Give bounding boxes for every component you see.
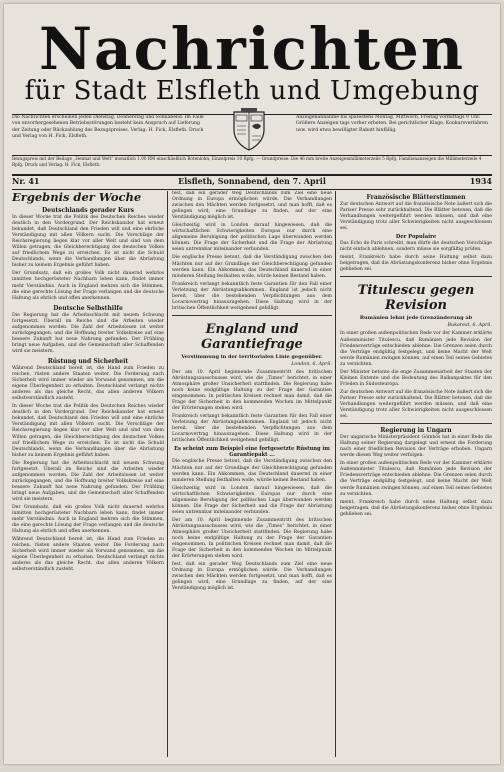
article-paragraph: Zur deutschen Antwort auf die französische Note äußert sich die Pariser Presse sehr zurückhaltend. Die Blätter betonen, daß die Verhandlungen weitergeführt werden müssen, und daß eine Verständigung trotz aller Schwierigkeiten nicht ausgeschlossen sei. (340, 202, 492, 232)
article-divider (172, 315, 332, 316)
article-heading: Titulescu gegen Revision (357, 283, 475, 314)
article-paragraph: Der am 10. April beginnende Zusammentritt des britischen Abrüstungsausschusses wird, wie die „Times“ berichtet, in einer Atmosphäre großer Unsicherheit stattfinden. Die Regierung habe noch keine endgültige Haltung zu der Frage der Garantien eingenommen. In politischen Kreisen rechnet man damit, daß die Frage der Sicherheit in den kommenden Wochen im Mittelpunkt der Erörterungen stehen wird. (172, 369, 332, 412)
article-heading: England und Garantiefrage (201, 321, 303, 352)
dateline (12, 176, 492, 188)
article-paragraph: Frankreich verlangt bekanntlich feste Garantien für den Fall einer Verletzung der Abrüstungsabkommen. England ist jedoch nicht bereit, über die bestehenden Verpflichtungen aus dem Locarnovertrag hinauszugehen. Diese Haltung wird in der britischen Öffentlichkeit weitgehend gebilligt. (172, 414, 332, 444)
article-subheading: Es scheint zum Beispiel eine fortgesetzte Rüstung im Garantiepakt ... (174, 446, 330, 459)
article-paragraph: Der Grundsatz, daß ein großes Volk nicht dauernd wehrlos inmitten hochgerüsteter Nachbarn leben kann, findet immer mehr Verständnis. Auch in England mehren sich die Stimmen, die eine gerechte Lösung der Frage verlangen und die deutsche Haltung als ehrlich und offen anerkennen. (12, 505, 164, 535)
article-paragraph: Frankreich verlangt bekanntlich feste Garantien für den Fall einer Verletzung der Abrüstungsabkommen. England ist jedoch nicht bereit, über die bestehenden Verpflichtungen aus dem Locarnovertrag hinauszugehen. Diese Haltung wird in der britischen Öffentlichkeit weitgehend gebilligt. (172, 281, 332, 311)
masthead (10, 10, 494, 114)
article-paragraph: meint, Frankreich habe durch seine Haltung selbst dazu beigetragen, daß die Abrüstungskonferenz bisher ohne Ergebnis geblieben sei. (340, 255, 492, 273)
article-paragraph: Der Grundsatz, daß ein großes Volk nicht dauernd wehrlos inmitten hochgerüsteter Nachbarn leben kann, findet immer mehr Verständnis. Auch in England mehren sich die Stimmen, die eine gerechte Lösung der Frage verlangen und die deutsche Haltung als ehrlich und offen anerkennen. (12, 271, 164, 301)
price-notice: Bezugspreis mit der Beilage „Heimat und Welt“ monatlich 1.00 RM einschließlich Botenlohn, Einzelpreis 10 Rpfg. — Grundpreise: Die 46 mm breite Anzeigenmillimeterzeile 5 Rpfg. Familienanzeigen die Millimeterzeile 4 Rpfg. Druck und Verlag: H. Fick, Elsfleth. (12, 156, 482, 167)
article-paragraph: Zur deutschen Antwort auf die französische Note äußert sich die Pariser Presse sehr zurückhaltend. Die Blätter betonen, daß die Verhandlungen weitergeführt werden müssen, und daß eine Verständigung trotz aller Schwierigkeiten nicht ausgeschlossen sei. (340, 389, 492, 420)
article-dateline: London, 6. April. (291, 361, 332, 367)
column-3 (340, 191, 492, 757)
column-2 (172, 191, 332, 757)
article-heading: Französische Blätterstimmen (366, 194, 466, 201)
article-paragraph: Der am 10. April beginnende Zusammentritt des britischen Abrüstungsausschusses wird, wie die „Times“ berichtet, in einer Atmosphäre großer Unsicherheit stattfinden. Die Regierung habe noch keine endgültige Haltung zu der Frage der Garantien eingenommen. In politischen Kreisen rechnet man damit, daß die Frage der Sicherheit in den kommenden Wochen im Mittelpunkt der Erörterungen stehen wird. (172, 517, 332, 560)
article-divider (340, 423, 492, 424)
article-paragraph: Die englische Presse betont, daß die Verständigung zwischen den Mächten nur auf der Grundlage der Gleichberechtigung gefunden werden kann. Ein Abkommen, das Deutschland dauernd in einer minderen Stellung festhalten wolle, würde keinen Bestand haben. (172, 459, 332, 483)
issue-number: Nr. 41 (12, 176, 40, 186)
article-subheading: Rumänien lehnt jede Grenzänderung ab (359, 315, 473, 322)
article-subheading: Verstimmung in der territorialen Linie gegenüber. (181, 353, 323, 360)
article-paragraph: In dieser Woche trat die Politik des Deutschen Reiches wieder deutlich in den Vordergrund. Der Reichskanzler hat erneut bekundet, daß Deutschland den Frieden will und eine ehrliche Verständigung mit allen Völkern sucht. Die Vorschläge der Reichsregierung liegen klar vor aller Welt und sind von dem Willen getragen, die Gleichberechtigung des deutschen Volkes auf friedlichem Wege zu erreichen. Es ist nicht die Schuld Deutschlands, wenn die Verhandlungen über die Abrüstung bisher zu keinem Ergebnis geführt haben. (12, 404, 164, 458)
article-paragraph: In dieser Woche trat die Politik des Deutschen Reiches wieder deutlich in den Vordergrund. Der Reichskanzler hat erneut bekundet, daß Deutschland den Frieden will und eine ehrliche Verständigung mit allen Völkern sucht. Die Vorschläge der Reichsregierung liegen klar vor aller Welt und sind von dem Willen getragen, die Gleichberechtigung des deutschen Volkes auf friedlichem Wege zu erreichen. Es ist nicht die Schuld Deutschlands, wenn die Verhandlungen über die Abrüstung bisher zu keinem Ergebnis geführt haben. (12, 215, 164, 269)
article-paragraph: meint, Frankreich habe durch seine Haltung selbst dazu beigetragen, daß die Abrüstungskonferenz bisher ohne Ergebnis geblieben sei. (340, 499, 492, 517)
article-dateline: Bukarest, 6. April. (447, 323, 492, 329)
masthead-title: Nachrichten (38, 15, 466, 83)
article-paragraph: Gleichzeitig wird in London darauf hingewiesen, daß die wirtschaftlichen Schwierigkeiten Europas nur durch eine allgemeine Beruhigung der politischen Lage überwunden werden können. Die Frage der Sicherheit und die Frage der Abrüstung seien untrennbar miteinander verbunden. (172, 485, 332, 515)
article-subheading: Rüstung und Sicherheit (47, 357, 129, 365)
article-paragraph: Der ungarische Ministerpräsident Gömbös hat in einer Rede die Haltung seiner Regierung dargelegt und erneut die Forderung nach einer friedlichen Revision der Verträge erhoben. Ungarn werde diesen Weg weiter verfolgen. (340, 435, 492, 459)
masthead-subtitle: für Stadt Elsfleth und Umgebung (24, 76, 480, 106)
article-paragraph: Gleichzeitig wird in London darauf hingewiesen, daß die wirtschaftlichen Schwierigkeiten Europas nur durch eine allgemeine Beruhigung der politischen Lage überwunden werden können. Die Frage der Sicherheit und die Frage der Abrüstung seien untrennbar miteinander verbunden. (172, 223, 332, 253)
article-paragraph: Während Deutschland bereit ist, die Hand zum Frieden zu reichen, rüsten andere Staaten weiter. Die Forderung nach Sicherheit wird immer wieder als Vorwand genommen, um die eigene Überlegenheit zu erhalten. Deutschland verlangt nichts anderes als das gleiche Recht, das allen anderen Völkern selbstverständlich zusteht. (12, 537, 164, 573)
article-heading: Ergebnis der Woche (12, 191, 142, 204)
newspaper-page (4, 4, 500, 764)
article-divider (340, 276, 492, 277)
article-subheading: Der Populaire (395, 234, 437, 241)
article-paragraph: fest, daß ein gerader Weg Deutschlands zum Ziel eine neue Ordnung in Europa ermöglichen würde. Die Verhandlungen zwischen den Mächten werden fortgesetzt, und man hofft, daß es gelingen wird, eine Grundlage zu finden, auf der eine Verständigung möglich ist. (172, 562, 332, 592)
article-paragraph: In einer großen außenpolitischen Rede vor der Kammer erklärte Außenminister Titulescu, daß Rumänien jede Revision der Friedensverträge entschieden ablehne. Die Grenzen seien durch die Verträge endgültig festgelegt, und keine Macht der Welt werde Rumänien zwingen können, auf einen Teil seines Gebietes zu verzichten. (340, 331, 492, 367)
column-1 (12, 191, 164, 757)
article-paragraph: Die Regierung hat die Arbeitsschlacht mit neuem Schwung fortgesetzt. Überall im Reiche sind die Arbeiten wieder aufgenommen worden. Die Zahl der Arbeitslosen ist weiter zurückgegangen, und die Hoffnung breiter Volkskreise auf eine bessere Zukunft hat neue Nahrung gefunden. Der Frühling bringt neue Aufgaben, und die Gemeinschaft aller Schaffenden wird sie meistern. (12, 312, 164, 354)
article-paragraph: Während Deutschland bereit ist, die Hand zum Frieden zu reichen, rüsten andere Staaten weiter. Die Forderung nach Sicherheit wird immer wieder als Vorwand genommen, um die eigene Überlegenheit zu erhalten. Deutschland verlangt nichts anderes als das gleiche Recht, das allen anderen Völkern selbstverständlich zusteht. (12, 365, 164, 402)
issue-year: 1934 (469, 176, 492, 186)
publication-info-right: Anzeigenannahme bis spätestens Montag, Mittwoch, Freitag vormittags 9 Uhr. Größere Anzeigen tags vorher erbeten. Bei gerichtlicher Klage, Konkursverfahren usw. wird etwa bewilligter Rabatt hinfällig. (296, 115, 488, 133)
article-paragraph: Der Minister betonte die enge Zusammenarbeit der Staaten der Kleinen Entente und die Bedeutung des Balkanpaktes für den Frieden in Südosteuropa. (340, 369, 492, 387)
article-paragraph: Die englische Presse betont, daß die Verständigung zwischen den Mächten nur auf der Grundlage der Gleichberechtigung gefunden werden kann. Ein Abkommen, das Deutschland dauernd in einer minderen Stellung festhalten wolle, würde keinen Bestand haben. (172, 255, 332, 279)
article-subheading: Deutschlands gerader Kurs (41, 207, 135, 214)
article-paragraph: In einer großen außenpolitischen Rede vor der Kammer erklärte Außenminister Titulescu, daß Rumänien jede Revision der Friedensverträge entschieden ablehne. Die Grenzen seien durch die Verträge endgültig festgelegt, und keine Macht der Welt werde Rumänien zwingen können, auf einen Teil seines Gebietes zu verzichten. (340, 461, 492, 497)
article-heading: Regierung in Ungarn (380, 427, 452, 435)
article-paragraph: Das Echo de Paris schreibt, man dürfe die deutschen Vorschläge nicht einfach ablehnen, sondern müsse sie sorgfältig prüfen. (340, 241, 492, 253)
issue-date: Elsfleth, Sonnabend, den 7. April (178, 176, 326, 186)
publication-info-left: Die Nachrichten erscheinen jeden Dienstag, Donnerstag und Sonnabend. Im Falle von unvorhergesehenen Betriebsstörungen besteht kein Anspruch auf Lieferung der Zeitung oder Rückzahlung des Bezugspreises. Verlag: H. Fick, Elsfleth. Druck und Verlag von H. Fick, Elsfleth. (12, 115, 204, 140)
rule-dateline-bottom (12, 189, 492, 190)
article-paragraph: Die Regierung hat die Arbeitsschlacht mit neuem Schwung fortgesetzt. Überall im Reiche sind die Arbeiten wieder aufgenommen worden. Die Zahl der Arbeitslosen ist weiter zurückgegangen, und die Hoffnung breiter Volkskreise auf eine bessere Zukunft hat neue Nahrung gefunden. Der Frühling bringt neue Aufgaben, und die Gemeinschaft aller Schaffenden wird sie meistern. (12, 460, 164, 502)
coat-of-arms-icon (230, 108, 268, 152)
article-columns (12, 191, 492, 757)
article-subheading: Deutsche Selbsthilfe (53, 304, 123, 312)
article-paragraph: fest, daß ein gerader Weg Deutschlands zum Ziel eine neue Ordnung in Europa ermöglichen würde. Die Verhandlungen zwischen den Mächten werden fortgesetzt, und man hofft, daß es gelingen wird, eine Grundlage zu finden, auf der eine Verständigung möglich ist. (172, 191, 332, 221)
